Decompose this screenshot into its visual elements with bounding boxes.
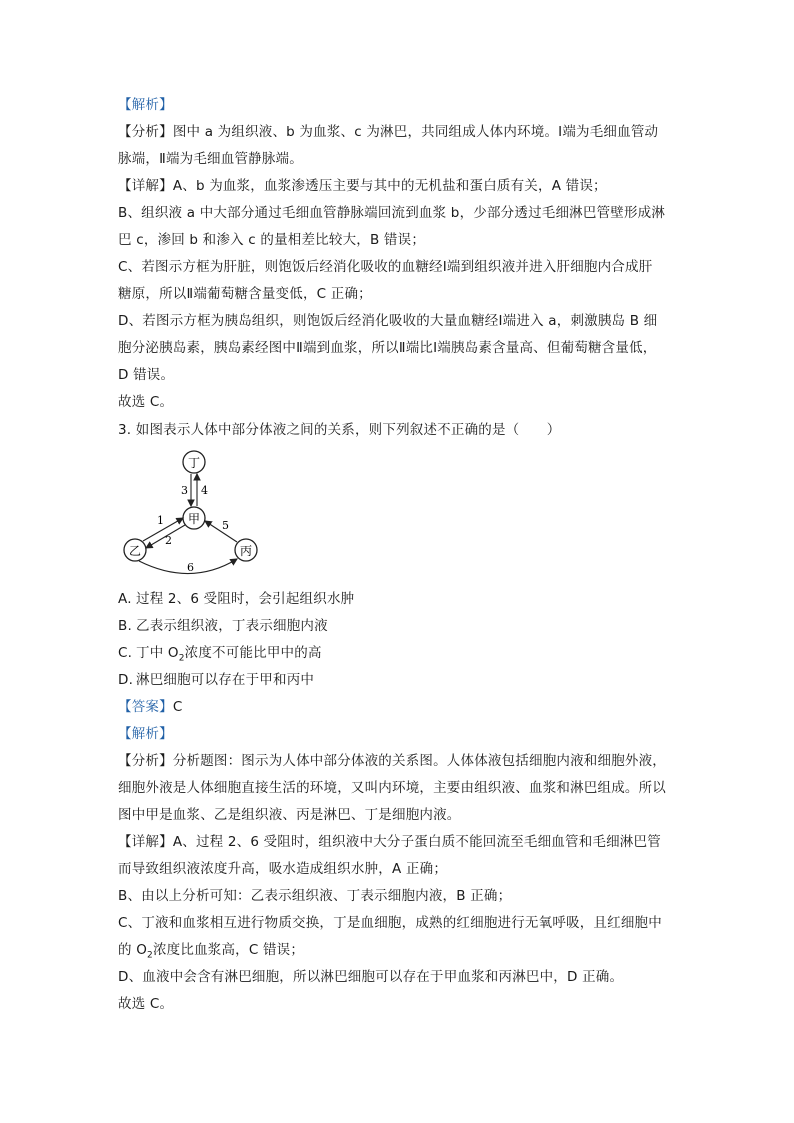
- conclusion-text: 故选 C。: [118, 394, 174, 410]
- answer-tag: 【答案】: [118, 699, 173, 715]
- node-yi-label: 乙: [128, 544, 142, 558]
- conclusion-text: 故选 C。: [118, 996, 174, 1012]
- detail-text: 浓度比血浆高，C 错误；: [152, 942, 305, 958]
- arrow-5: [205, 521, 237, 542]
- analysis-line: [118, 751, 678, 771]
- detail-line: [118, 913, 678, 933]
- node-ding: [183, 451, 205, 473]
- option-letter: C.: [118, 645, 133, 661]
- conclusion-line: [118, 994, 678, 1014]
- detail-text: D 错误。: [118, 367, 175, 383]
- detail-line: [118, 886, 678, 906]
- detail-line: [118, 365, 678, 385]
- detail-text: 胞分泌胰岛素，胰岛素经图中Ⅱ端到血浆，所以Ⅱ端比Ⅰ端胰岛素含量高、但葡萄糖含量低，: [118, 340, 657, 356]
- detail-text: B、由以上分析可知：乙表示组织液、丁表示细胞内液，B 正确；: [118, 888, 512, 904]
- option-letter: D.: [118, 672, 134, 688]
- detail-text: D、血液中会含有淋巴细胞，所以淋巴细胞可以存在于甲血浆和丙淋巴中，D 正确。: [118, 969, 624, 985]
- detail-line: [118, 859, 678, 879]
- option-b: [118, 616, 678, 636]
- detail-text: A、过程 2、6 受阻时，组织液中大分子蛋白质不能回流至毛细血管和毛细淋巴管: [172, 834, 661, 850]
- analysis-line: [118, 778, 678, 798]
- node-bing-label: 丙: [239, 544, 253, 558]
- option-text: 乙表示组织液，丁表示细胞内液: [136, 618, 328, 634]
- body-fluid-diagram: [115, 445, 275, 585]
- detail-text: 糖原，所以Ⅱ端葡萄糖含量变低，C 正确；: [118, 286, 372, 302]
- xiangjie-tag: 【详解】: [118, 834, 173, 850]
- analysis-line: [118, 149, 678, 169]
- detail-text: 而导致组织液浓度升高，吸水造成组织水肿，A 正确；: [118, 861, 448, 877]
- fenxi-tag: 【分析】: [118, 124, 173, 140]
- detail-text: C、若图示方框为肝脏，则饱饭后经消化吸收的血糖经Ⅰ端到组织液并进入肝细胞内合成肝: [118, 259, 653, 275]
- analysis-line: [118, 122, 678, 142]
- node-bing: [235, 539, 257, 561]
- analysis-text: 图中 a 为组织液、b 为血浆、c 为淋巴，共同组成人体内环境。Ⅰ端为毛细血管动: [172, 124, 659, 140]
- jiexi-tag: 【解析】: [118, 726, 173, 742]
- fenxi-tag: 【分析】: [118, 753, 173, 769]
- option-text: 浓度不可能比甲中的高: [184, 645, 322, 661]
- option-text: 丁中 O: [136, 645, 179, 661]
- detail-line: [118, 311, 678, 331]
- arrow-label-3: 3: [181, 484, 188, 497]
- detail-line: [118, 338, 678, 358]
- detail-line: [118, 284, 678, 304]
- analysis-text: 图中甲是血浆、乙是组织液、丙是淋巴、丁是细胞内液。: [118, 807, 461, 823]
- detail-line: [118, 257, 678, 277]
- option-text: 淋巴细胞可以存在于甲和丙中: [136, 672, 315, 688]
- detail-line: [118, 230, 678, 250]
- arrow-label-4: 4: [201, 484, 208, 497]
- analysis-text: 脉端，Ⅱ端为毛细血管静脉端。: [118, 151, 303, 167]
- option-text: 过程 2、6 受阻时，会引起组织水肿: [136, 591, 355, 607]
- answer-value: C: [172, 699, 183, 715]
- arrow-label-2: 2: [165, 534, 172, 547]
- detail-line: [118, 940, 678, 966]
- detail-text: A、b 为血浆，血浆渗透压主要与其中的无机盐和蛋白质有关，A 错误；: [172, 178, 607, 194]
- node-jia-label: 甲: [187, 512, 201, 526]
- arrow-label-1: 1: [157, 514, 164, 527]
- detail-line: [118, 203, 678, 223]
- option-c: [118, 643, 678, 669]
- detail-line: [118, 832, 678, 852]
- analysis-line: [118, 805, 678, 825]
- detail-text: 巴 c，渗回 b 和渗入 c 的量相差比较大，B 错误；: [118, 232, 426, 248]
- detail-text: 的 O: [118, 942, 148, 958]
- arrow-label-5: 5: [222, 519, 229, 532]
- subscript: 2: [147, 950, 153, 961]
- node-yi: [124, 539, 146, 561]
- analysis-text: 分析题图：图示为人体中部分体液的关系图。人体体液包括细胞内液和细胞外液，: [172, 753, 667, 769]
- node-ding-label: 丁: [187, 456, 201, 470]
- section-label-jiexi: [118, 724, 678, 744]
- answer-line: [118, 697, 678, 717]
- question-stem: [118, 420, 678, 440]
- subscript: 2: [178, 653, 185, 664]
- option-d: [118, 670, 678, 690]
- arrow-label-6: 6: [187, 561, 194, 574]
- detail-line: [118, 967, 678, 987]
- analysis-text: 细胞外液是人体细胞直接生活的环境，又叫内环境，主要由组织液、血浆和淋巴组成。所以: [118, 780, 666, 796]
- xiangjie-tag: 【详解】: [118, 178, 173, 194]
- conclusion-line: [118, 392, 678, 412]
- detail-text: B、组织液 a 中大部分通过毛细血管静脉端回流到血浆 b，少部分透过毛细淋巴管壁形成淋: [118, 205, 666, 221]
- detail-text: D、若图示方框为胰岛组织，则饱饭后经消化吸收的大量血糖经Ⅰ端进入 a，刺激胰岛 B 细: [118, 313, 658, 329]
- option-letter: A.: [118, 591, 132, 607]
- option-a: [118, 589, 678, 609]
- detail-text: C、丁液和血浆相互进行物质交换，丁是血细胞，成熟的红细胞进行无氧呼吸，且红细胞中: [118, 915, 662, 931]
- section-label-jiexi: [118, 95, 678, 115]
- option-letter: B.: [118, 618, 132, 634]
- detail-line: [118, 176, 678, 196]
- question-text: 3. 如图表示人体中部分体液之间的关系，则下列叙述不正确的是（ ）: [118, 422, 561, 438]
- node-jia: [183, 507, 205, 529]
- jiexi-tag: 【解析】: [118, 97, 173, 113]
